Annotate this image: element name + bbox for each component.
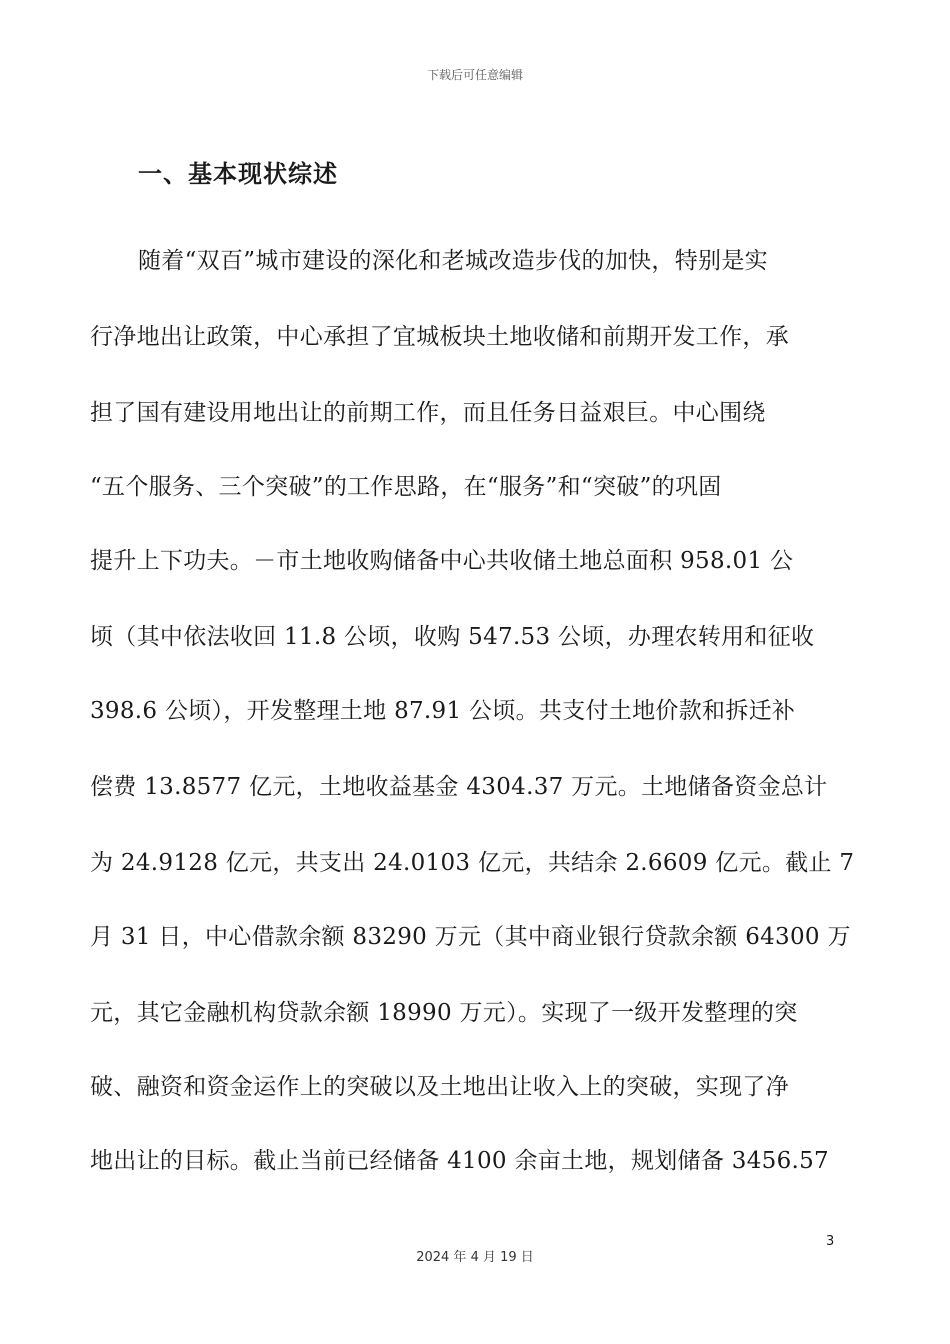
section-heading: 一、基本现状综述	[138, 160, 338, 188]
page-footer-date: 2024 年 4 月 19 日	[416, 1250, 534, 1265]
body-line: 提升上下功夫。－市土地收购储备中心共收储土地总面积 958.01 公	[90, 548, 794, 574]
body-line: 地出让的目标。截止当前已经储备 4100 余亩土地，规划储备 3456.57	[90, 1148, 829, 1174]
body-line: “五个服务、三个突破”的工作思路，在“服务”和“突破”的巩固	[90, 474, 722, 500]
body-line: 月 31 日，中心借款余额 83290 万元（其中商业银行贷款余额 64300 万	[90, 924, 851, 950]
body-line: 为 24.9128 亿元，共支出 24.0103 亿元，共结余 2.6609 亿元。截止 7	[90, 850, 855, 876]
body-line: 偿费 13.8577 亿元，土地收益基金 4304.37 万元。土地储备资金总计	[90, 774, 828, 800]
body-line: 顷（其中依法收回 11.8 公顷，收购 547.53 公顷，办理农转用和征收	[90, 624, 815, 650]
page-header: 下载后可任意编辑	[426, 68, 523, 82]
body-line: 破、融资和资金运作上的突破以及土地出让收入上的突破，实现了净	[90, 1074, 789, 1100]
body-line: 398.6 公顷），开发整理土地 87.91 公顷。共支付土地价款和拆迁补	[90, 698, 796, 724]
body-line: 元，其它金融机构贷款余额 18990 万元）。实现了一级开发整理的突	[90, 1000, 798, 1026]
page-number: 3	[826, 1234, 835, 1249]
body-line: 行净地出让政策，中心承担了宜城板块土地收储和前期开发工作，承	[90, 324, 789, 350]
body-line: 担了国有建设用地出让的前期工作，而且任务日益艰巨。中心围绕	[90, 400, 766, 426]
body-line: 随着“双百”城市建设的深化和老城改造步伐的加快，特别是实	[138, 248, 768, 274]
